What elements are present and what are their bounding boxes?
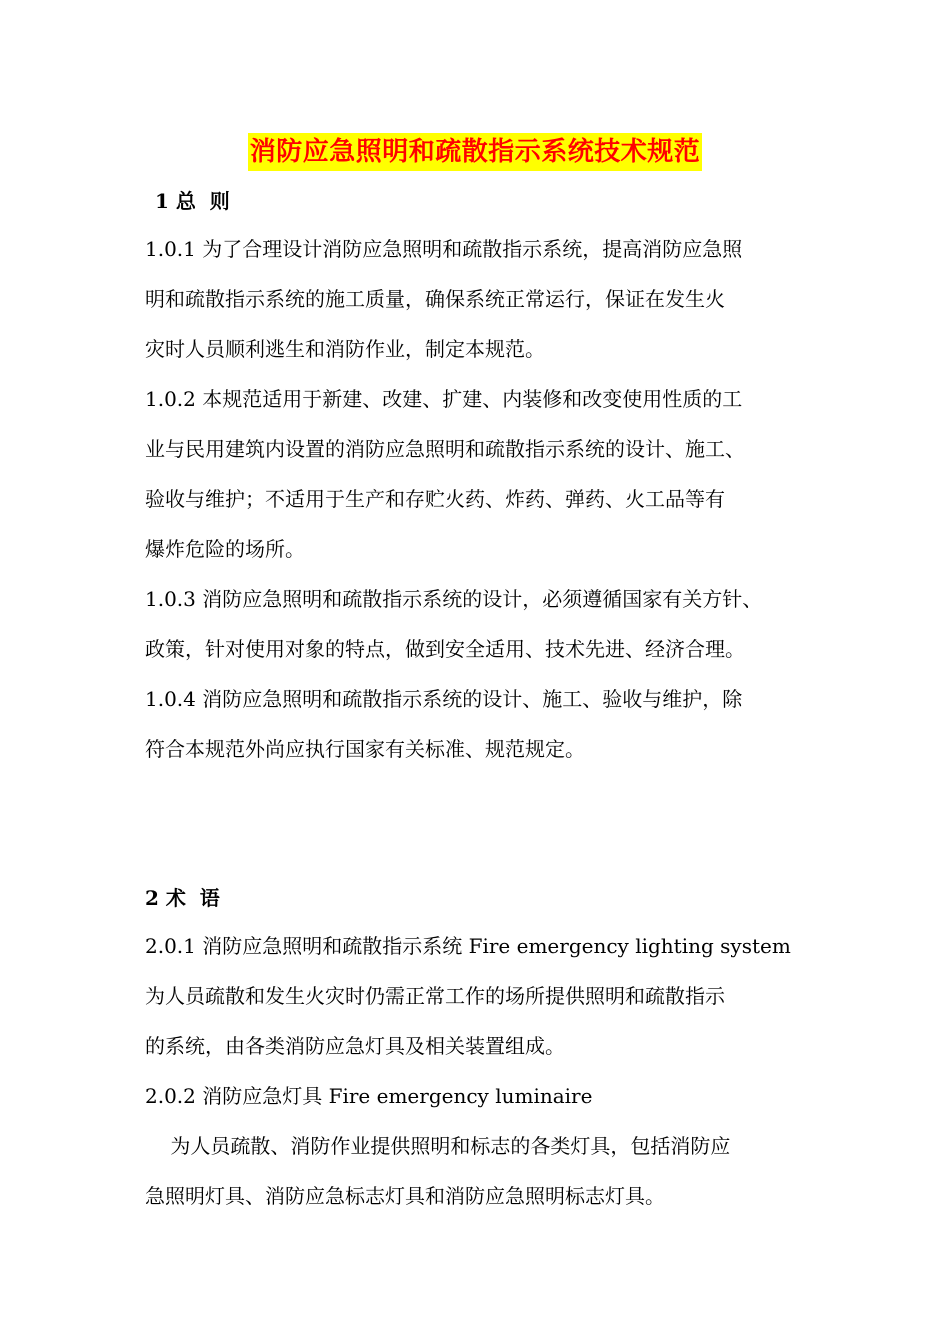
document-title: 消防应急照明和疏散指示系统技术规范 (248, 133, 703, 171)
paragraph-line: 符合本规范外尚应执行国家有关标准、规范规定。 (145, 737, 585, 761)
paragraph-line: 1.0.3 消防应急照明和疏散指示系统的设计，必须遵循国家有关方针、 (145, 587, 763, 611)
title-container (0, 133, 950, 171)
paragraph-line: 爆炸危险的场所。 (145, 537, 305, 561)
paragraph-line: 1.0.4 消防应急照明和疏散指示系统的设计、施工、验收与维护，除 (145, 687, 743, 711)
paragraph-line: 为人员疏散、消防作业提供照明和标志的各类灯具，包括消防应 (145, 1134, 731, 1158)
paragraph-line: 政策，针对使用对象的特点，做到安全适用、技术先进、经济合理。 (145, 637, 745, 661)
paragraph-line: 的系统，由各类消防应急灯具及相关装置组成。 (145, 1034, 565, 1058)
paragraph-line: 急照明灯具、消防应急标志灯具和消防应急照明标志灯具。 (145, 1184, 665, 1208)
section-1-heading: 1 总 则 (155, 189, 230, 213)
section-1-body (145, 224, 835, 774)
paragraph-line: 1.0.1 为了合理设计消防应急照明和疏散指示系统，提高消防应急照 (145, 237, 743, 261)
term-line: 2.0.1 消防应急照明和疏散指示系统 Fire emergency lighting system (145, 934, 791, 958)
section-2-heading: 2 术 语 (145, 886, 220, 910)
paragraph-line: 验收与维护；不适用于生产和存贮火药、炸药、弹药、火工品等有 (145, 487, 725, 511)
paragraph-line: 业与民用建筑内设置的消防应急照明和疏散指示系统的设计、施工、 (145, 437, 745, 461)
term-line: 2.0.2 消防应急灯具 Fire emergency luminaire (145, 1084, 593, 1108)
paragraph-line: 明和疏散指示系统的施工质量，确保系统正常运行，保证在发生火 (145, 287, 725, 311)
paragraph-line: 为人员疏散和发生火灾时仍需正常工作的场所提供照明和疏散指示 (145, 984, 725, 1008)
section-2-body (145, 921, 835, 1221)
paragraph-line: 1.0.2 本规范适用于新建、改建、扩建、内装修和改变使用性质的工 (145, 387, 743, 411)
paragraph-line: 灾时人员顺利逃生和消防作业，制定本规范。 (145, 337, 545, 361)
